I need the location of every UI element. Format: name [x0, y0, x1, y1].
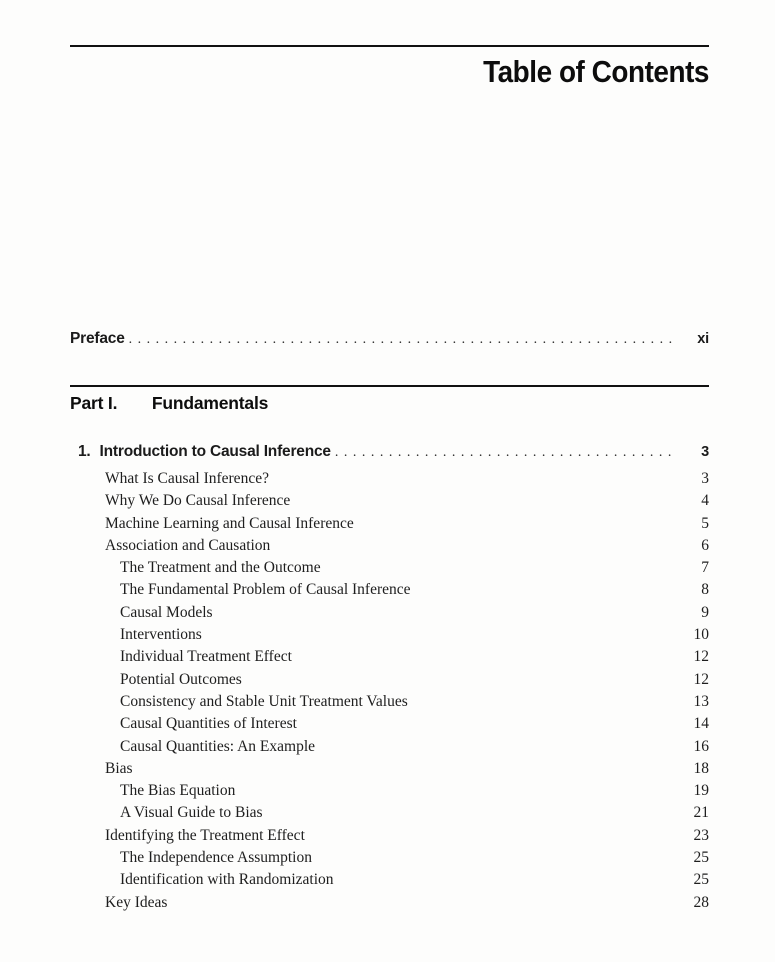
- entry-page: 3: [701, 470, 709, 487]
- entry-page: 25: [693, 871, 709, 889]
- entry-label: Key Ideas: [105, 893, 168, 911]
- entry-page: 7: [701, 559, 709, 577]
- entry-page: 6: [701, 536, 709, 554]
- entry-label: Association and Causation: [105, 536, 271, 554]
- toc-list: [70, 441, 709, 914]
- entry-page: 23: [693, 826, 709, 844]
- part-heading: [70, 393, 709, 414]
- entry-page: 12: [693, 670, 709, 688]
- toc-entry: [70, 624, 709, 646]
- toc-entry: [70, 602, 709, 624]
- dot-leader: [129, 332, 677, 348]
- entry-label: Why We Do Causal Inference: [105, 492, 291, 510]
- entry-label: The Treatment and the Outcome: [120, 559, 321, 577]
- chapter-entry: [70, 441, 709, 464]
- toc-entry: [70, 646, 709, 668]
- entry-label: Potential Outcomes: [120, 670, 242, 688]
- toc-entry: [70, 825, 709, 847]
- toc-entry: [70, 892, 709, 914]
- preface-label: Preface: [70, 330, 125, 347]
- toc-entry: [70, 869, 709, 891]
- toc-entry: [70, 490, 709, 512]
- toc-entry: [70, 579, 709, 601]
- entry-page: 21: [693, 804, 709, 822]
- dot-leader: [335, 442, 677, 464]
- part-title: Fundamentals: [151, 393, 269, 413]
- entry-page: 19: [693, 782, 709, 800]
- page-content: [70, 0, 709, 962]
- entry-label: Individual Treatment Effect: [120, 648, 292, 666]
- toc-entries: [70, 468, 709, 914]
- entry-page: 12: [693, 648, 709, 666]
- chapter-number: 1.: [78, 443, 91, 460]
- entry-page: 28: [693, 893, 709, 911]
- entry-page: 16: [693, 737, 709, 755]
- toc-entry: [70, 691, 709, 713]
- toc-entry: [70, 802, 709, 824]
- entry-page: 10: [693, 626, 709, 644]
- chapter-page-number: 3: [701, 444, 709, 460]
- entry-label: Identification with Randomization: [120, 871, 334, 889]
- entry-page: 5: [701, 514, 709, 532]
- toc-entry: [70, 535, 709, 557]
- toc-entry: [70, 468, 709, 490]
- chapter-title: Introduction to Causal Inference: [99, 443, 331, 460]
- entry-page: 13: [693, 692, 709, 710]
- part-divider-rule: [70, 385, 709, 387]
- entry-label: What Is Causal Inference?: [105, 470, 269, 487]
- entry-page: 9: [701, 603, 709, 621]
- toc-entry: [70, 847, 709, 869]
- preface-entry: [70, 330, 709, 348]
- toc-entry: [70, 669, 709, 691]
- toc-entry: [70, 557, 709, 579]
- toc-entry: [70, 736, 709, 758]
- toc-entry: [70, 780, 709, 802]
- entry-label: Identifying the Treatment Effect: [105, 826, 305, 844]
- entry-label: Causal Models: [120, 603, 213, 621]
- entry-page: 25: [693, 849, 709, 867]
- entry-page: 4: [701, 492, 709, 510]
- entry-label: Machine Learning and Causal Inference: [105, 514, 354, 532]
- entry-label: The Fundamental Problem of Causal Inference: [120, 581, 411, 599]
- toc-entry: [70, 758, 709, 780]
- preface-page-number: xi: [697, 331, 709, 347]
- entry-page: 18: [693, 759, 709, 777]
- toc-entry: [70, 513, 709, 535]
- entry-label: Interventions: [120, 626, 202, 644]
- part-number: Part I.: [70, 393, 118, 413]
- entry-label: The Bias Equation: [120, 782, 236, 800]
- entry-label: The Independence Assumption: [120, 849, 312, 867]
- entry-label: Causal Quantities of Interest: [120, 715, 297, 733]
- entry-label: A Visual Guide to Bias: [120, 804, 263, 822]
- top-rule: [70, 45, 709, 47]
- entry-page: 14: [693, 715, 709, 733]
- entry-label: Bias: [105, 759, 133, 777]
- page-title-row: [70, 54, 709, 90]
- toc-entry: [70, 713, 709, 735]
- entry-label: Causal Quantities: An Example: [120, 737, 316, 755]
- page-title: Table of Contents: [483, 54, 709, 89]
- entry-page: 8: [701, 581, 709, 599]
- entry-label: Consistency and Stable Unit Treatment Values: [120, 692, 408, 710]
